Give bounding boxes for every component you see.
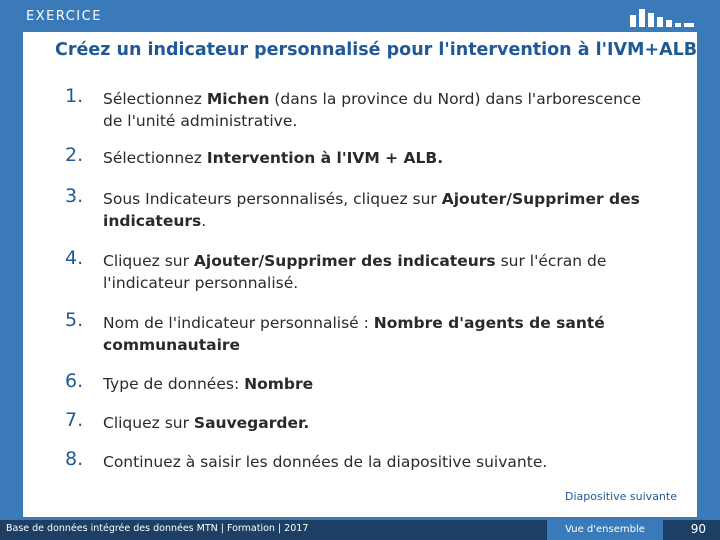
step-text: Cliquez sur Sauvegarder.	[103, 414, 310, 432]
step-text: Sélectionnez Intervention à l'IVM + ALB.	[103, 149, 444, 167]
step-number: 3.	[65, 185, 84, 207]
page-number: 90	[690, 522, 706, 536]
step-text: Cliquez sur Ajouter/Supprimer des indicateurs sur l'écran de l'indicateur personnalisé.	[103, 252, 607, 292]
step-text: Continuez à saisir les données de la diapositive suivante.	[103, 453, 548, 471]
step-number: 4.	[65, 247, 84, 269]
slide-title: Créez un indicateur personnalisé pour l'intervention à l'IVM+ALB	[55, 40, 698, 60]
overview-button[interactable]: Vue d'ensemble	[547, 520, 663, 540]
step-number: 2.	[65, 144, 84, 166]
footer-text: Base de données intégrée des données MTN | Formation | 2017	[6, 523, 309, 534]
header-label: EXERCICE	[26, 9, 102, 24]
step-text: Sélectionnez Michen (dans la province du Nord) dans l'arborescence de l'unité administrative.	[103, 90, 641, 130]
step-number: 5.	[65, 309, 84, 331]
content-card	[23, 32, 697, 517]
step-number: 7.	[65, 409, 84, 431]
step-text: Type de données: Nombre	[103, 375, 314, 393]
step-number: 1.	[65, 85, 84, 107]
next-slide-link[interactable]: Diapositive suivante	[565, 490, 677, 503]
step-text: Sous Indicateurs personnalisés, cliquez sur Ajouter/Supprimer des indicateurs.	[103, 190, 640, 230]
logo	[630, 7, 700, 27]
step-text: Nom de l'indicateur personnalisé : Nombre d'agents de santé communautaire	[103, 314, 605, 354]
footer-bar	[0, 520, 720, 540]
step-number: 8.	[65, 448, 84, 470]
step-number: 6.	[65, 370, 84, 392]
